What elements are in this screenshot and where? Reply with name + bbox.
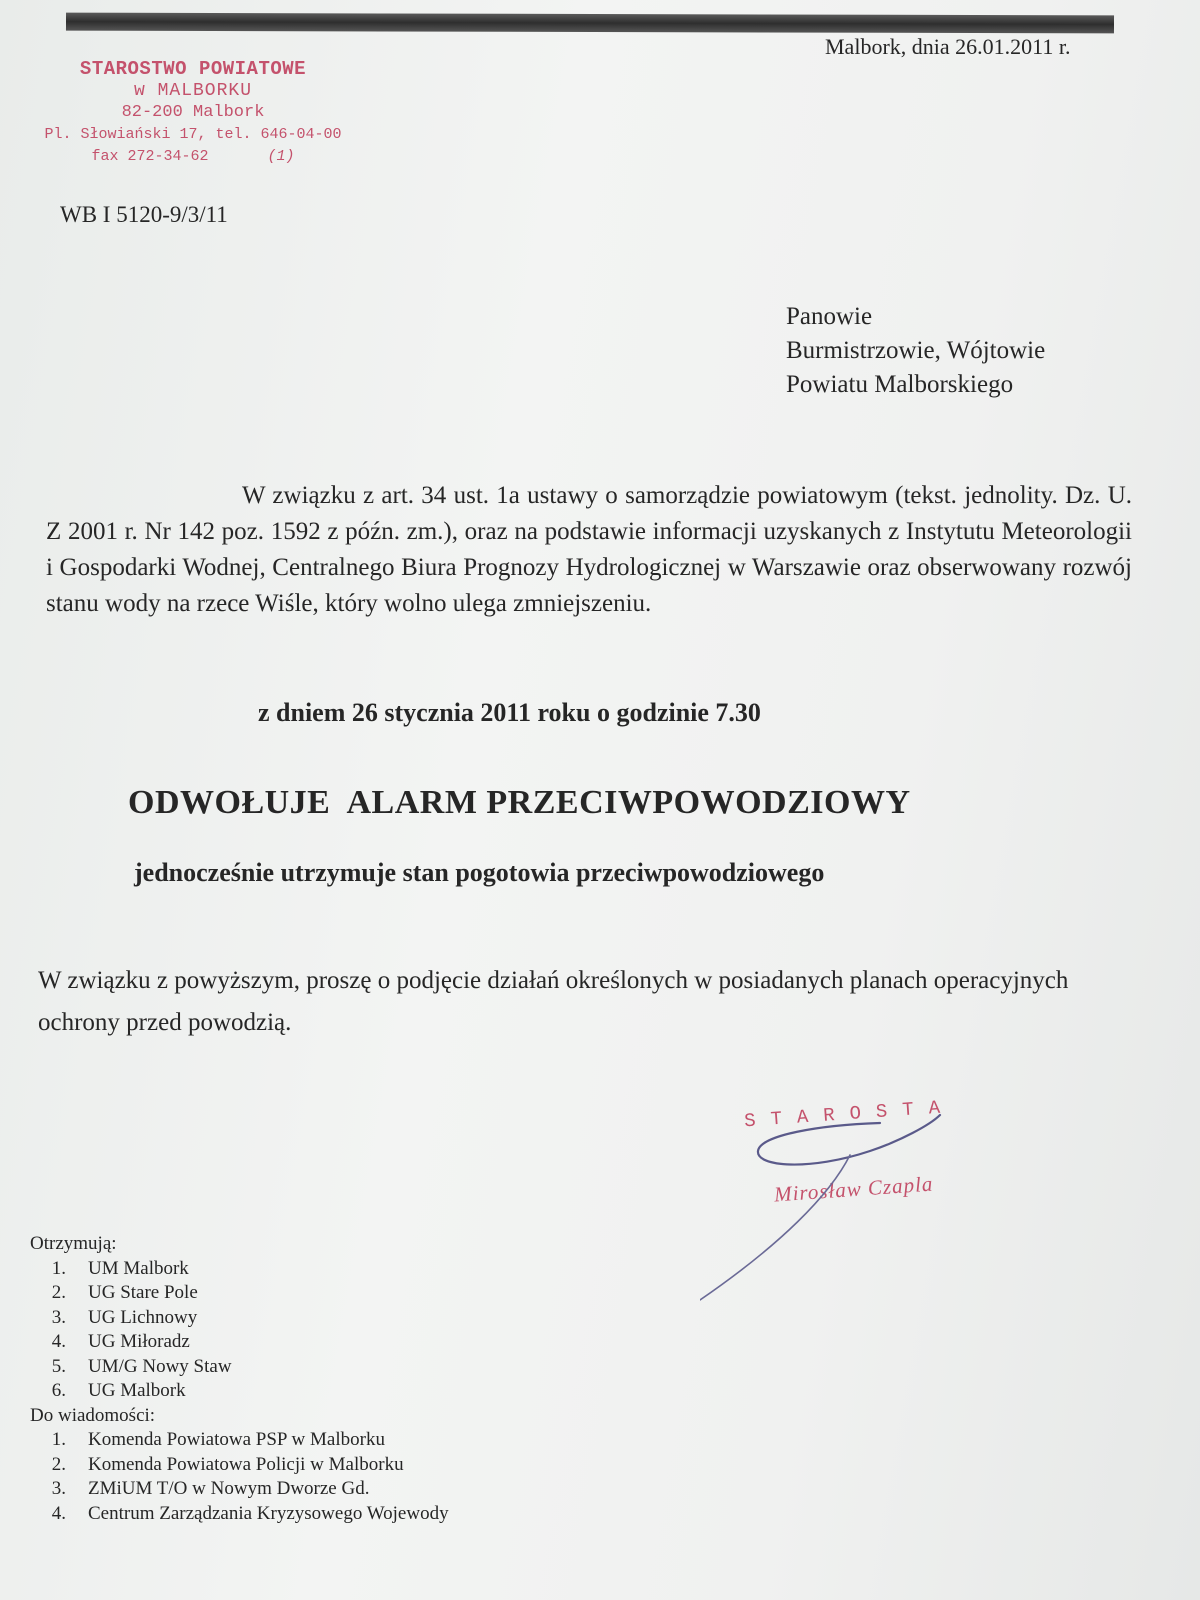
list-item: 4. Centrum Zarządzania Kryzysowego Wojewody [51,1502,449,1524]
addressee-block [786,300,1045,402]
body-paragraph [46,478,1132,622]
recipients-list [30,1257,449,1404]
list-item: 3. UG Lichnowy [51,1306,198,1328]
signature-title: STAROSTA [743,1095,956,1133]
stamp-fax: fax 272-34-62 [91,148,209,165]
effective-date: z dniem 26 stycznia 2011 roku o godzinie 7.30 [258,698,761,727]
handwritten-signature [700,1085,1020,1315]
list-item: 3. ZMiUM T/O w Nowym Dworze Gd. [51,1478,370,1499]
alert-subheadline: jednocześnie utrzymuje stan pogotowia przeciwpowodziowego [134,858,825,887]
list-item: 2. Komenda Powiatowa Policji w Malborku [51,1453,404,1475]
signature-stamp [700,1085,1020,1315]
scan-edge-bar [66,13,1114,34]
stamp-office-name: STAROSTWO POWIATOWE [79,58,307,80]
for-information-list [30,1428,449,1526]
stamp-number: (1) [267,148,295,165]
list-item: 1. UM Malbork [51,1257,189,1279]
stamp-street-phone: Pl. Słowiański 17, tel. 646-04-00 [44,126,342,143]
office-header-stamp [38,58,348,168]
stamp-fax-line [38,146,348,168]
signature-name: Mirosław Czapla [773,1171,935,1207]
closing-paragraph: W związku z powyższym, proszę o podjęcie działań określonych w posiadanych planach operacyjnych ochrony przed powodzią. [38,967,1069,1036]
addressee-line: Powiatu Malborskiego [786,371,1014,398]
list-item: 5. UM/G Nowy Staw [51,1355,232,1377]
list-item: 2. UG Stare Pole [51,1282,198,1303]
alarm-headline: ODWOŁUJE ALARM PRZECIWPOWODZIOWY [128,784,911,821]
stamp-postal-address: 82-200 Malbork [121,103,265,122]
stamp-office-city: w MALBORKU [133,81,253,101]
addressee-line: Panowie [786,303,873,330]
body-paragraph-text: W związku z art. 34 ust. 1a ustawy o samorządzie powiatowym (tekst. jednolity. Dz. U. Z 2001 r. Nr 142 poz. 1592 z późn. zm.), oraz na podstawie informacji uzyskanych z Instytutu Meteorologii i Gospodarki Wodnej, Centralnego Biura Prognozy Hydrologicznej w Warszawie oraz obserwowany rozwój stanu wody na rzece Wiśle, który wolno ulega zmniejszeniu. [46,482,1132,617]
recipients-label: Otrzymują: [30,1233,117,1254]
list-item: 6. UG Malbork [51,1380,186,1401]
list-item: 1. Komenda Powiatowa PSP w Malborku [51,1429,385,1450]
letter-date: Malbork, dnia 26.01.2011 r. [825,34,1071,59]
reference-number: WB I 5120-9/3/11 [60,202,228,227]
distribution-list [30,1232,449,1526]
list-item: 4. UG Miłoradz [51,1331,190,1352]
addressee-line: Burmistrzowie, Wójtowie [786,337,1046,364]
for-information-label: Do wiadomości: [30,1404,156,1426]
